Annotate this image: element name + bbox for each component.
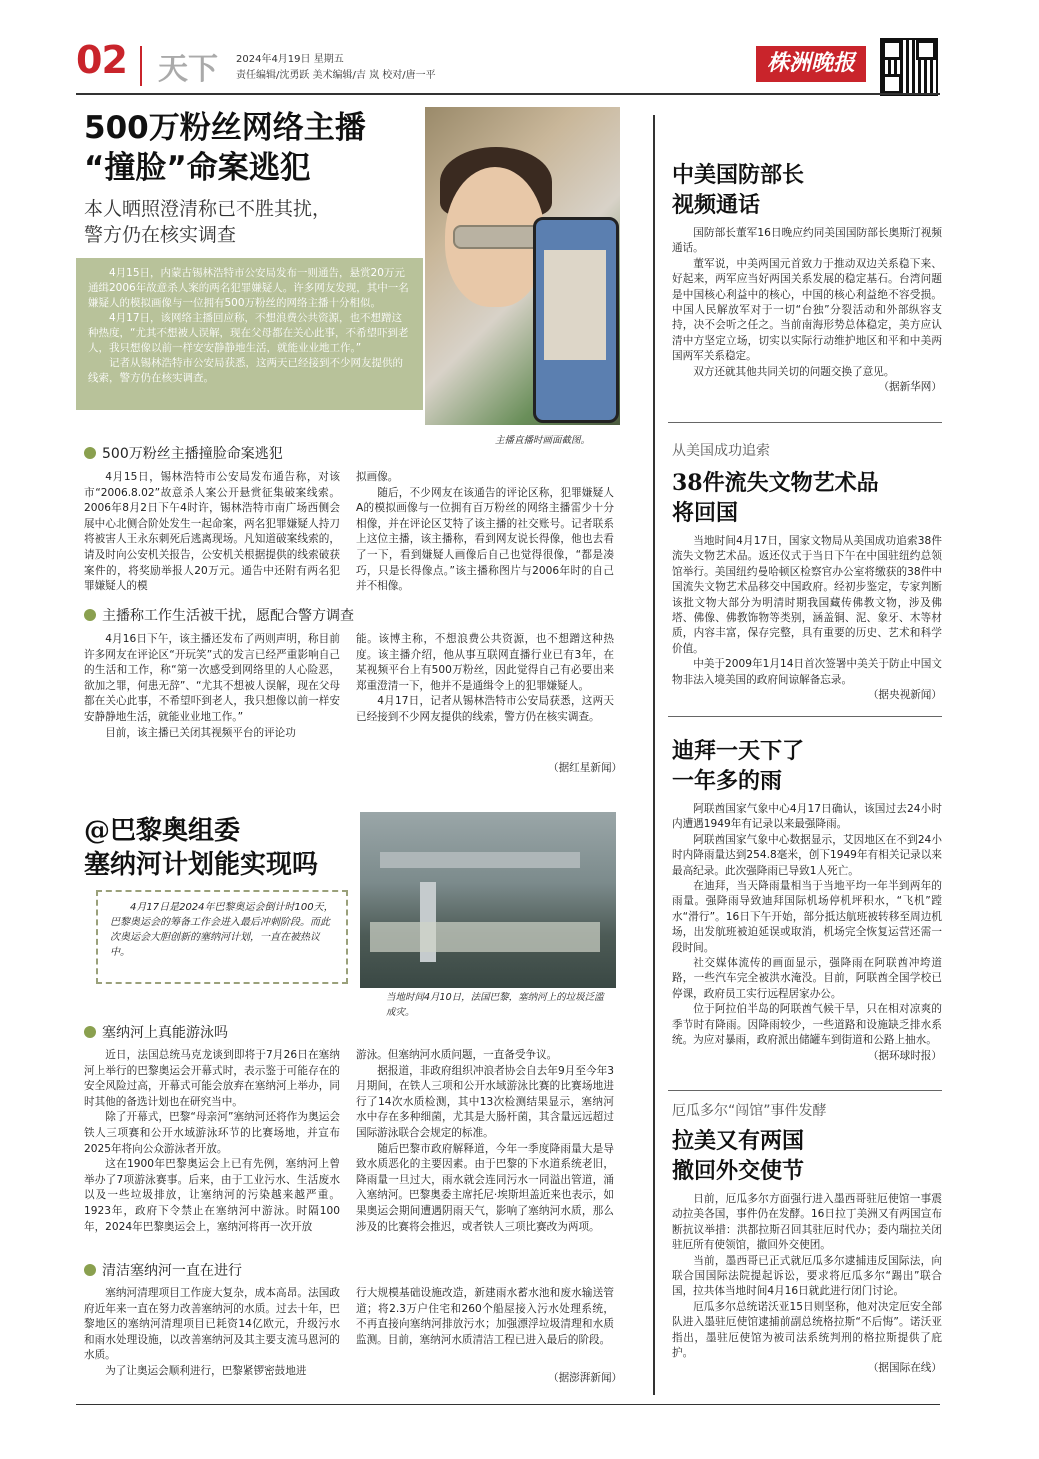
story1-col-left-2: 4月16日下午，该主播还发布了两则声明，称目前许多网友在评论区“开玩笑”式的发言已经严重影响自己的生活和工作，称“第一次感受到网络里的人心险恶，欲加之罪，何患无辞”、“尤其不想被人误解，现在父母都在关心此事，不希望吓到老人，我只想像以前一样安安静静地生活，就能业业地工作。” 目前，该主播已关闭其视频平台的评论功 — [84, 633, 340, 739]
right-story1-headline: 中美国防部长 视频通话 — [672, 162, 805, 218]
header-divider — [140, 46, 142, 86]
story2-col-left-2: 塞纳河清理项目工作庞大复杂，成本高昂。法国政府近年来一直在努力改善塞纳河的水质。过去十年，巴黎地区的塞纳河清理项目已耗资14亿欧元，升级污水和雨水处理设施，以改善塞纳河及其主要支流马恩河的水质。 为了让奥运会顺利进行，巴黎紧锣密鼓地进 — [84, 1287, 340, 1377]
newspaper-logo: 株洲晚报 — [756, 46, 866, 82]
story2-col-right-2: 行大规模基础设施改造，新建雨水蓄水池和废水输送管道；将2.3万户住宅和260个船屋接入污水处理系统，不再直接向塞纳河排放污水；加强漂浮垃圾清理和水质监测。目前，塞纳河水质清洁工程已进入最后的阶段。 — [356, 1287, 614, 1346]
story2-photo-caption: 当地时间4月10日，法国巴黎，塞纳河上的垃圾泛滥成灾。 — [386, 992, 604, 1018]
story2-subhead-2: 清洁塞纳河一直在进行 — [84, 1260, 242, 1280]
story2-col-right-1: 游泳。但塞纳河水质问题，一直备受争议。 据报道，非政府组织冲浪者协会自去年9月至今年3月期间，在铁人三项和公开水域游泳比赛的比赛场地进行了14次水质检测，其中13次检测结果显示，塞纳河水中存在多种细菌，尤其是大肠杆菌，其含量远远超过国际游泳联合会规定的标准。 随后巴黎市政府解释道，今年一季度降雨量大是导致水质恶化的主要因素。由于巴黎的下水道系统老旧，降雨量一旦过大，雨水就会连同污水一同溢出管道，涌入塞纳河。巴黎奥委主席托尼·埃斯坦盖近来也表示，如果奥运会期间遭遇阴雨天气，影响了塞纳河水质，那么涉及的比赛将会推迟，或者铁人三项比赛改为两项。 — [356, 1049, 614, 1233]
story1-col-left-1: 4月15日，锡林浩特市公安局发布通告称，对该市“2006.8.02”故意杀人案公开悬赏征集破案线索。2006年8月2日下午4时许，锡林浩特市南广场西侧会展中心北侧合阶处发生一起命案，两名犯罪嫌疑人持刀将被害人王永东刺死后逃离现场。凡知道破案线索的，请及时向公安机关报告，公安机关根据提供的线索破获案件的，将奖励举报人20万元。通告中还附有两名犯罪嫌疑人的模 — [84, 471, 340, 593]
right-story1-body: 国防部长董军16日晚应约同美国国防部长奥斯汀视频通话。 董军说，中美两国元首致力于推动双边关系稳下来、好起来，两军应当好两国关系发展的稳定基石。台湾问题是中国核心利益中的核心，中国的核心利益绝不容受损。中国人民解放军对于一切“台独”分裂活动和外部纵容支持，决不会听之任之。当前南海形势总体稳定，美方应认清中方坚定立场，切实以实际行动维护地区和平和中美两国两军关系稳定。 双方还就其他共同关切的问题交换了意见。 （据新华网） — [672, 227, 942, 394]
header-rule — [76, 93, 940, 95]
editor-line: 责任编辑/沈勇跃 美术编辑/吉 岚 校对/唐一平 — [236, 70, 436, 81]
story1-headline: 500万粉丝网络主播 “撞脸”命案逃犯 — [84, 110, 366, 186]
story1-source: （据红星新闻） — [548, 762, 623, 774]
story1-subhead-2: 主播称工作生活被干扰，愿配合警方调查 — [84, 605, 354, 625]
section-name: 天下 — [158, 52, 218, 87]
story2-intro-box: 4月17日是2024年巴黎奥运会倒计时100天，巴黎奥运会的筹备工作会进入最后冲刺阶段。而此次奥运会大胆创新的塞纳河计划，一直在被热议中。 — [96, 890, 348, 984]
right-story2-headline: 38件流失文物艺术品 将回国 — [672, 470, 879, 526]
right-story3-body: 阿联酋国家气象中心4月17日确认，该国过去24小时内遭遇1949年有记录以来最强降雨。 阿联酋国家气象中心数据显示，艾因地区在不到24小时内降雨量达到254.8毫米，创下1949年有相关记录以来最高纪录。此次强降雨已导致1人死亡。 在迪拜，当天降雨量相当于当地平均一年半到两年的雨量。强降雨导致迪拜国际机场停机坪积水，“飞机”蹚水“滑行”。16日下午开始，部分抵达航班被转移至周边机场，出发航班被迫延误或取消，机场完全恢复运营还需一段时间。 社交媒体流传的画面显示，强降雨在阿联酋冲垮道路，一些汽车完全被洪水淹没。目前，阿联酋全国学校已停课，政府员工实行远程居家办公。 位于阿拉伯半岛的阿联酋气候干旱，只在相对凉爽的季节时有降雨。因降雨较少，一些道路和设施缺乏排水系统。为应对暴雨，政府派出储罐车到街道和公路上抽水。 （据环球时报） — [672, 803, 942, 1062]
story2-subhead-1: 塞纳河上真能游泳吗 — [84, 1022, 228, 1042]
story1-subtitle: 本人晒照澄清称已不胜其扰， 警方仍在核实调查 — [84, 198, 332, 246]
page-number: 02 — [76, 38, 127, 82]
date-line: 2024年4月19日 星期五 — [236, 54, 344, 65]
bullet-icon — [84, 447, 96, 459]
streamer-photo — [425, 107, 620, 425]
right-separator — [668, 1090, 942, 1091]
story2-source: （据澎湃新闻） — [548, 1372, 623, 1384]
column-divider — [653, 115, 655, 1395]
qr-code-icon[interactable] — [880, 38, 938, 96]
right-separator — [668, 422, 942, 423]
right-story2-body: 当地时间4月17日，国家文物局从美国成功追索38件流失文物艺术品。返还仪式于当日下午在中国驻纽约总领馆举行。美国纽约曼哈顿区检察官办公室将缴获的38件中国流失文物艺术品移交中国政府。经初步鉴定，专家判断该批文物大部分为明清时期我国藏传佛教文物，涉及佛塔、佛像、佛教饰物等类别，涵盖铜、泥、象牙、木等材质，内容丰富，保存完整，具有重要的历史、艺术和科学价值。 中美于2009年1月14日首次签署中美关于防止中国文物非法入境美国的政府间谅解备忘录。 （据央视新闻） — [672, 535, 942, 702]
seine-photo — [360, 812, 616, 988]
right-story4-kicker: 厄瓜多尔“闯馆”事件发酵 — [672, 1103, 827, 1119]
footer-rule — [76, 1404, 940, 1405]
story1-subhead-1: 500万粉丝主播撞脸命案逃犯 — [84, 443, 283, 463]
bullet-icon — [84, 1026, 96, 1038]
right-separator — [668, 716, 942, 717]
story1-lead-box: 4月15日，内蒙古锡林浩特市公安局发布一则通告，悬赏20万元通缉2006年故意杀人案的两名犯罪嫌疑人。许多网友发现，其中一名嫌疑人的模拟画像与一位拥有500万粉丝的网络主播十分相似。 4月17日，该网络主播回应称，不想浪费公共资源，也不想蹭这种热度，“尤其不想被人误解，现在父母都在关心此事，不希望吓到老人，我只想像以前一样安安静静地生活，就能业业地工作。” 记者从锡林浩特市公安局获悉，这两天已经接到不少网友提供的线索，警方仍在核实调查。 — [76, 258, 423, 410]
right-story4-headline: 拉美又有两国 撤回外交使节 — [672, 1128, 805, 1184]
right-story3-headline: 迪拜一天下了 一年多的雨 — [672, 738, 805, 794]
bullet-icon — [84, 609, 96, 621]
story2-headline: @巴黎奥组委 塞纳河计划能实现吗 — [84, 816, 319, 880]
right-story4-body: 日前，厄瓜多尔方面强行进入墨西哥驻厄使馆一事震动拉美各国，事件仍在发酵。16日拉丁美洲又有两国宣布断抗议举措：洪都拉斯召回其驻厄时代办；委内瑞拉关闭驻厄所有使领馆，撤回外交使团。 当前，墨西哥已正式就厄瓜多尔逮捕违反国际法，向联合国国际法院提起诉讼，要求将厄瓜多尔“踢出”联合国，拉共体当地时间4月16日就此进行闭门讨论。 厄瓜多尔总统诺沃亚15日则坚称，他对决定厄安全部队进入墨驻厄使馆逮捕前副总统格拉斯“不后悔”。诺沃亚指出，墨驻厄使馆为被司法系统判刑的格拉斯提供了庇护。 （据国际在线） — [672, 1193, 942, 1375]
story2-col-left-1: 近日，法国总统马克龙谈到即将于7月26日在塞纳河上举行的巴黎奥运会开幕式时，表示鉴于可能存在的安全风险过高，开幕式可能会放弃在塞纳河上举办，同时其他的备选计划也在研究当中。 除了开幕式，巴黎“母亲河”塞纳河还将作为奥运会铁人三项赛和公开水域游泳环节的比赛场地，并宣布2025年将向公众游泳者开放。 这在1900年巴黎奥运会上已有先例，塞纳河上曾举办了7项游泳赛事。后来，由于工业污水、生活废水以及一些垃圾排放，让塞纳河的污染越来越严重。1923年，政府下令禁止在塞纳河中游泳。时隔100年，2024年巴黎奥运会上，塞纳河将再一次开放 — [84, 1049, 340, 1233]
story1-col-right-1: 拟画像。 随后，不少网友在该通告的评论区称，犯罪嫌疑人A的模拟画像与一位拥有百万粉丝的网络主播雷少十分相像，并在评论区艾特了该主播的社交账号。记者联系上这位主播，该主播称，看到网友说长得像，他也去看了一下，看到嫌疑人画像后自己也觉得很像，“都是凑巧，只是长得像点。”该主播称图片与2006年时的自己并不相像。 — [356, 471, 614, 593]
story1-photo-caption: 主播直播时画面截图。 — [495, 435, 591, 446]
bullet-icon — [84, 1264, 96, 1276]
right-story2-kicker: 从美国成功追索 — [672, 443, 770, 459]
story1-col-right-2: 能。该博主称，不想浪费公共资源，也不想蹭这种热度。该主播介绍，他从事互联网直播行业已有3年，在某视频平台上有500万粉丝，因此觉得自己有必要出来郑重澄清一下，他并不是通缉令上的犯罪嫌疑人。 4月17日，记者从锡林浩特市公安局获悉，这两天已经接到不少网友提供的线索，警方仍在核实调查。 — [356, 633, 614, 723]
